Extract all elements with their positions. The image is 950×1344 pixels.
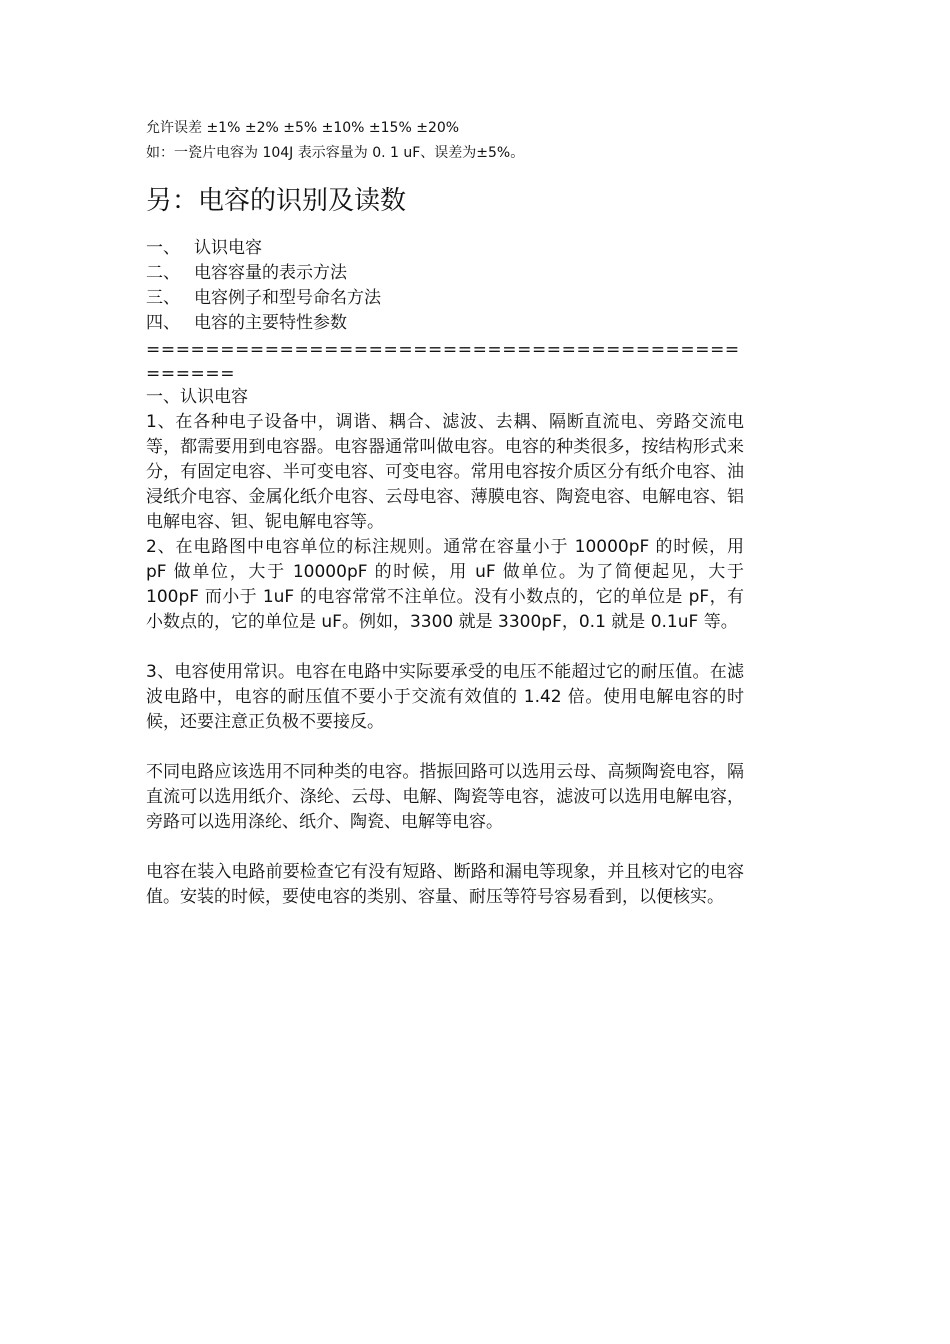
toc-label: 电容的主要特性参数 (194, 313, 347, 333)
blank-line (146, 735, 744, 760)
blank-line (146, 635, 744, 660)
example-line: 如：一瓷片电容为 104J 表示容量为 0. 1 uF、误差为±5%。 (146, 145, 525, 161)
blank-line (146, 835, 744, 860)
paragraph-4: 不同电路应该选用不同种类的电容。揩振回路可以选用云母、高频陶瓷电容，隔直流可以选用纸介、涤纶、云母、电解、陶瓷等电容，滤波可以选用电解电容，旁路可以选用涤纶、纸介、陶瓷、电解等电容。 (146, 762, 744, 832)
divider-line: ============================================== (146, 340, 740, 384)
body-text (146, 385, 744, 910)
section-title: 一、认识电容 (146, 387, 248, 407)
paragraph-1: 1、在各种电子设备中，调谐、耦合、滤波、去耦、隔断直流电、旁路交流电等，都需要用到电容器。电容器通常叫做电容。电容的种类很多，按结构形式来分，有固定电容、半可变电容、可变电容。常用电容按介质区分有纸介电容、油浸纸介电容、金属化纸介电容、云母电容、薄膜电容、陶瓷电容、电解电容、铝电解电容、钽、铌电解电容等。 (146, 412, 744, 532)
toc-number: 一、 (146, 238, 180, 258)
toc-item (146, 261, 381, 286)
toc-label: 电容例子和型号命名方法 (194, 288, 381, 308)
table-of-contents (146, 236, 381, 336)
toc-label: 认识电容 (194, 238, 262, 258)
paragraph-2: 2、在电路图中电容单位的标注规则。通常在容量小于 10000pF 的时候，用 pF 做单位，大于 10000pF 的时候，用 uF 做单位。为了简便起见，大于 100pF 而小于 1uF 的电容常常不注单位。没有小数点的，它的单位是 pF，有小数点的，它的单位是 uF。例如，3300 就是 3300pF，0.1 就是 0.1uF 等。 (146, 537, 744, 632)
tolerance-line: 允许误差 ±1% ±2% ±5% ±10% ±15% ±20% (146, 120, 460, 136)
toc-number: 四、 (146, 313, 180, 333)
toc-label: 电容容量的表示方法 (194, 263, 347, 283)
toc-item (146, 286, 381, 311)
toc-item (146, 236, 381, 261)
toc-number: 二、 (146, 263, 180, 283)
paragraph-5: 电容在装入电路前要检查它有没有短路、断路和漏电等现象，并且核对它的电容值。安装的时候，要使电容的类别、容量、耐压等符号容易看到，以便核实。 (146, 862, 744, 907)
toc-number: 三、 (146, 288, 180, 308)
toc-item (146, 311, 381, 336)
paragraph-3: 3、电容使用常识。电容在电路中实际要承受的电压不能超过它的耐压值。在滤波电路中，电容的耐压值不要小于交流有效值的 1.42 倍。使用电解电容的时候，还要注意正负极不要接反。 (146, 662, 744, 732)
page-title: 另：电容的识别及读数 (146, 186, 407, 216)
